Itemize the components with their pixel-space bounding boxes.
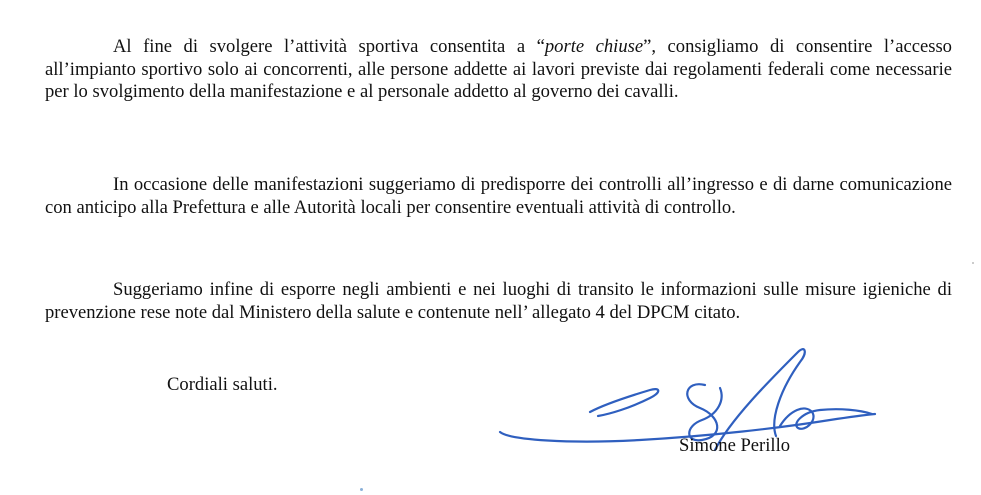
paragraph-1-emphasis: porte chiuse (544, 36, 644, 57)
paragraph-1-after: ”, consigliamo di consentire l’accesso all’impianto sportivo solo ai concorrenti, alle persone addette ai lavori previste dai regolamenti federali come necessarie per lo svolgimento della manifestazione e al personale addetto al governo dei cavalli. (45, 36, 952, 102)
paragraph-hygiene-info: Suggeriamo infine di esporre negli ambienti e nei luoghi di transito le informazioni sulle misure igieniche di prevenzione rese note dal Ministero della salute e contenute nell’ allegato 4 del DPCM citato. (45, 279, 952, 323)
scan-speck (360, 488, 363, 491)
scan-mark (972, 262, 974, 264)
paragraph-closed-doors (45, 36, 952, 104)
paragraph-controls: In occasione delle manifestazioni suggeriamo di predisporre dei controlli all’ingresso e di darne comunicazione con anticipo alla Prefettura e alle Autorità locali per consentire eventuali attività di controllo. (45, 174, 952, 218)
closing-greeting: Cordiali saluti. (167, 374, 278, 395)
signer-name: Simone Perillo (679, 435, 791, 456)
paragraph-1-before: Al fine di svolgere l’attività sportiva consentita a “ (113, 36, 545, 57)
